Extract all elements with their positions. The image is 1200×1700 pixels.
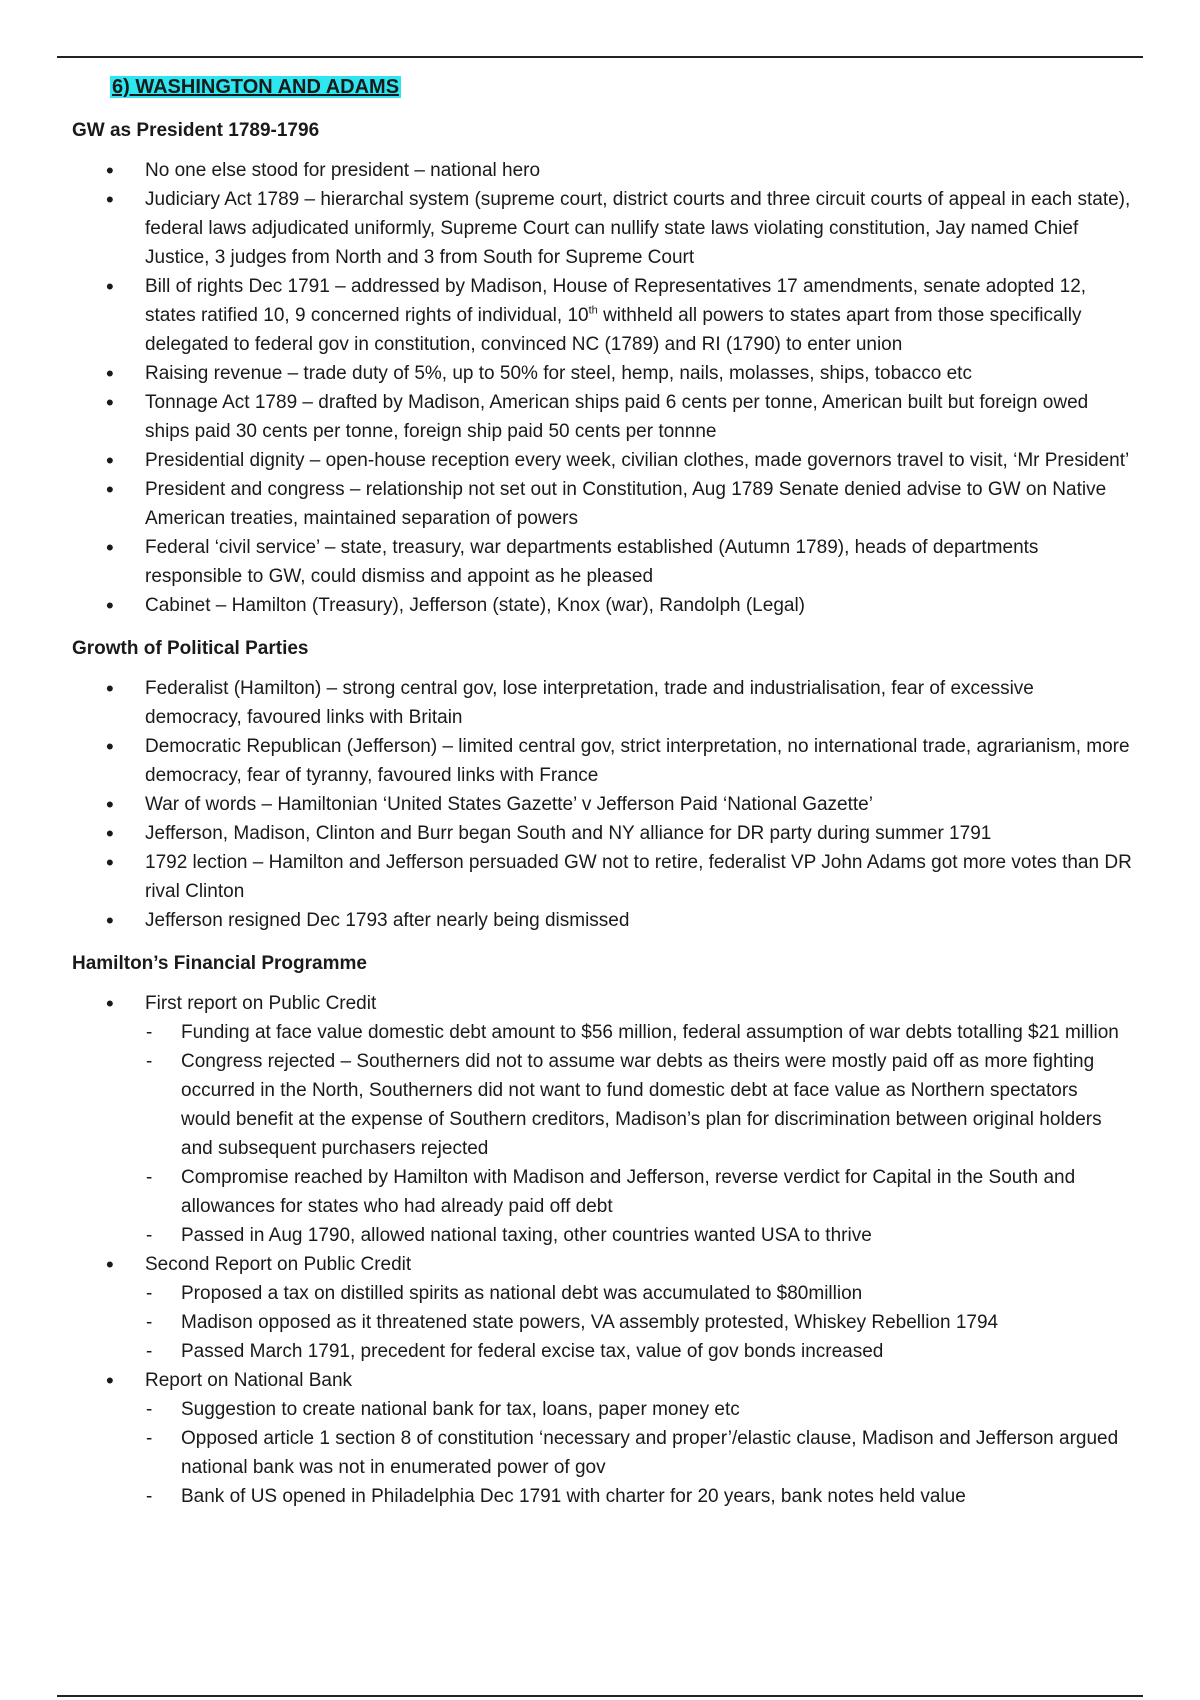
list-item: • Jefferson, Madison, Clinton and Burr began South and NY alliance for DR party during summer 1791 bbox=[72, 819, 1132, 848]
sub-item: - Passed March 1791, precedent for federal excise tax, value of gov bonds increased bbox=[145, 1337, 1132, 1366]
sub-item: - Congress rejected – Southerners did not to assume war debts as theirs were mostly paid off as more fighting occurred in the North, Southerners did not want to fund domestic debt at face value as Northern spectators would benefit at the expense of Southern creditors, Madison’s plan for discrimination between original holders and subsequent purchasers rejected bbox=[145, 1047, 1132, 1163]
section-heading: Hamilton’s Financial Programme bbox=[72, 953, 367, 974]
list-item: • Tonnage Act 1789 – drafted by Madison, American ships paid 6 cents per tonne, American built but foreign owed ships paid 30 cents per tonne, foreign ship paid 50 cents per tonnne bbox=[72, 388, 1132, 446]
section-heading: Growth of Political Parties bbox=[72, 638, 309, 659]
list-item: • 1792 lection – Hamilton and Jefferson persuaded GW not to retire, federalist VP John Adams got more votes than DR rival Clinton bbox=[72, 848, 1132, 906]
top-rule bbox=[57, 56, 1143, 58]
list-item: • Jefferson resigned Dec 1793 after nearly being dismissed bbox=[72, 906, 1132, 935]
sub-item: - Bank of US opened in Philadelphia Dec 1791 with charter for 20 years, bank notes held value bbox=[145, 1482, 1132, 1511]
sub-item: - Proposed a tax on distilled spirits as national debt was accumulated to $80million bbox=[145, 1279, 1132, 1308]
sub-item: - Opposed article 1 section 8 of constitution ‘necessary and proper’/elastic clause, Madison and Jefferson argued national bank was not in enumerated power of gov bbox=[145, 1424, 1132, 1482]
list-item: • Bill of rights Dec 1791 – addressed by Madison, House of Representatives 17 amendments, senate adopted 12, states ratified 10, 9 concerned rights of individual, 10th withheld all powers to states apart from those specifically delegated to federal gov in constitution, convinced NC (1789) and RI (1790) to enter union bbox=[72, 272, 1132, 359]
sub-item: - Funding at face value domestic debt amount to $56 million, federal assumption of war debts totalling $21 million bbox=[145, 1018, 1132, 1047]
bullet-list bbox=[72, 989, 1132, 1511]
list-item: • Second Report on Public Credit - Proposed a tax on distilled spirits as national debt was accumulated to $80million - Madison opposed as it threatened state powers, VA assembly protested, Whiskey Rebellion 1794 - Passed March 1791, precedent for federal excise tax, value of gov bonds increased bbox=[72, 1250, 1132, 1366]
sub-item: - Compromise reached by Hamilton with Madison and Jefferson, reverse verdict for Capital in the South and allowances for states who had already paid off debt bbox=[145, 1163, 1132, 1221]
list-item: • Judiciary Act 1789 – hierarchal system (supreme court, district courts and three circuit courts of appeal in each state), federal laws adjudicated uniformly, Supreme Court can nullify state laws violating constitution, Jay named Chief Justice, 3 judges from North and 3 from South for Supreme Court bbox=[72, 185, 1132, 272]
sub-list bbox=[145, 1395, 1132, 1511]
document-body bbox=[72, 72, 1132, 1525]
bullet-list bbox=[72, 674, 1132, 935]
bottom-rule bbox=[57, 1695, 1143, 1697]
list-item: • Democratic Republican (Jefferson) – limited central gov, strict interpretation, no international trade, agrarianism, more democracy, fear of tyranny, favoured links with France bbox=[72, 732, 1132, 790]
list-item: • Cabinet – Hamilton (Treasury), Jefferson (state), Knox (war), Randolph (Legal) bbox=[72, 591, 1132, 620]
list-item: • Presidential dignity – open-house reception every week, civilian clothes, made governors travel to visit, ‘Mr President’ bbox=[72, 446, 1132, 475]
list-item: • First report on Public Credit - Funding at face value domestic debt amount to $56 million, federal assumption of war debts totalling $21 million - Congress rejected – Southerners did not to assume war debts as theirs were mostly paid off as more fighting occurred in the North, Southerners did not want to fund domestic debt at face value as Northern spectators would benefit at the expense of Southern creditors, Madison’s plan for discrimination between original holders and subsequent purchasers rejected - Compromise reached by Hamilton with Madison and Jefferson, reverse verdict for Capital in the South and allowances for states who had already paid off debt - Passed in Aug 1790, allowed national taxing, other countries wanted USA to thrive bbox=[72, 989, 1132, 1250]
document-title: 6) WASHINGTON AND ADAMS bbox=[112, 76, 400, 98]
list-item: • Federalist (Hamilton) – strong central gov, lose interpretation, trade and industrialisation, fear of excessive democracy, favoured links with Britain bbox=[72, 674, 1132, 732]
sub-list bbox=[145, 1279, 1132, 1366]
sub-list bbox=[145, 1018, 1132, 1250]
sub-item: - Suggestion to create national bank for tax, loans, paper money etc bbox=[145, 1395, 1132, 1424]
sub-item: - Passed in Aug 1790, allowed national taxing, other countries wanted USA to thrive bbox=[145, 1221, 1132, 1250]
list-item: • President and congress – relationship not set out in Constitution, Aug 1789 Senate denied advise to GW on Native American treaties, maintained separation of powers bbox=[72, 475, 1132, 533]
sub-item: - Madison opposed as it threatened state powers, VA assembly protested, Whiskey Rebellion 1794 bbox=[145, 1308, 1132, 1337]
section-heading: GW as President 1789-1796 bbox=[72, 120, 320, 141]
list-item: • Raising revenue – trade duty of 5%, up to 50% for steel, hemp, nails, molasses, ships, tobacco etc bbox=[72, 359, 1132, 388]
list-item: • Federal ‘civil service’ – state, treasury, war departments established (Autumn 1789), heads of departments responsible to GW, could dismiss and appoint as he pleased bbox=[72, 533, 1132, 591]
list-item: • War of words – Hamiltonian ‘United States Gazette’ v Jefferson Paid ‘National Gazette’ bbox=[72, 790, 1132, 819]
list-item: • Report on National Bank - Suggestion to create national bank for tax, loans, paper money etc - Opposed article 1 section 8 of constitution ‘necessary and proper’/elastic clause, Madison and Jefferson argued national bank was not in enumerated power of gov - Bank of US opened in Philadelphia Dec 1791 with charter for 20 years, bank notes held value bbox=[72, 1366, 1132, 1511]
list-item: • No one else stood for president – national hero bbox=[72, 156, 1132, 185]
bullet-list bbox=[72, 156, 1132, 620]
